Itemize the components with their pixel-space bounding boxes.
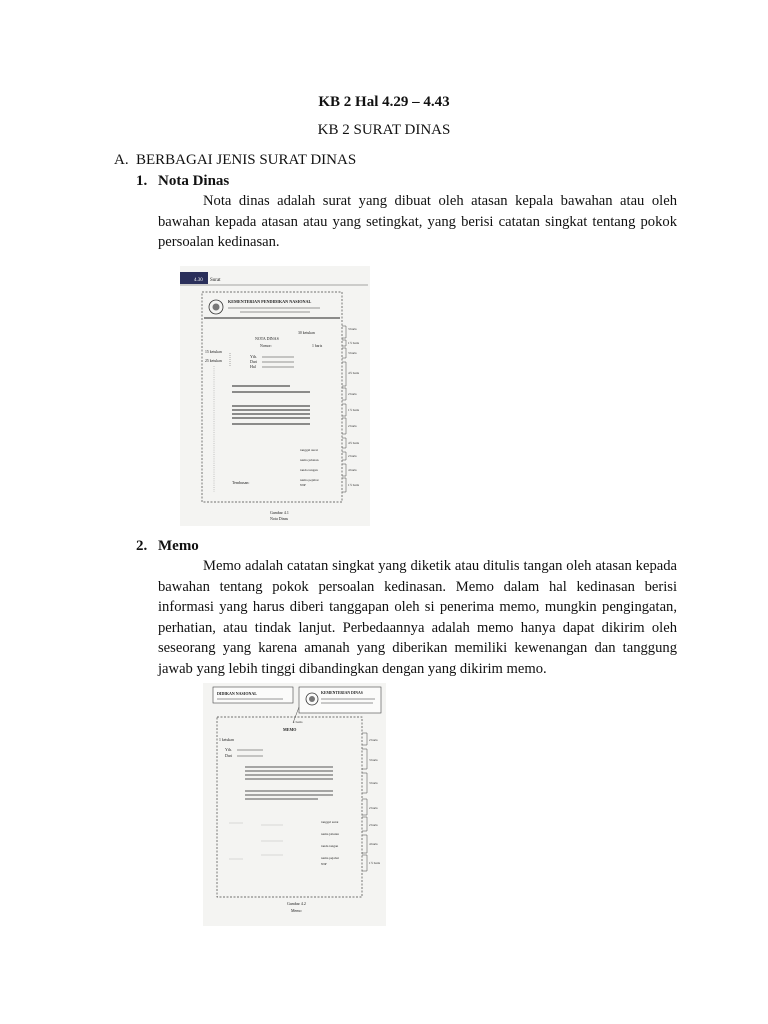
svg-text:tanggal surat: tanggal surat — [321, 820, 339, 824]
nota-dinas-paragraph: Nota dinas adalah surat yang dibuat oleh atasan kepala bawahan atau oleh bawahan kepada atasan atau yang setingkat, yang berisi catatan singkat tentang pokok persoalan kedinasan. — [158, 193, 677, 251]
svg-text:30 ketukan: 30 ketukan — [298, 331, 315, 335]
item-number: 1. — [136, 173, 148, 189]
svg-text:25 ketukan: 25 ketukan — [205, 359, 222, 363]
svg-text:1½ baris: 1½ baris — [369, 861, 380, 865]
svg-text:nama pejabat: nama pejabat — [300, 478, 319, 482]
svg-text:4 baris: 4 baris — [348, 468, 357, 472]
svg-text:4 baris: 4 baris — [369, 842, 378, 846]
figure1-caption-title: Nota Dinas — [270, 516, 289, 521]
figure1-caption-number: Gambar 4.1 — [270, 510, 289, 515]
page-tag-text: 4.30 — [194, 278, 203, 283]
item-title: Memo — [158, 538, 199, 554]
svg-text:Nomor:: Nomor: — [260, 344, 272, 348]
svg-text:NIP: NIP — [300, 483, 306, 487]
section-number: A. — [114, 152, 129, 168]
svg-text:1 baris: 1 baris — [293, 720, 303, 724]
item-heading-memo — [136, 538, 199, 555]
svg-text:1 ketukan: 1 ketukan — [219, 738, 234, 742]
item-number: 2. — [136, 538, 148, 554]
memo-outline — [217, 717, 362, 897]
svg-text:1½ baris: 1½ baris — [348, 408, 359, 412]
svg-text:1½ baris: 1½ baris — [348, 483, 359, 487]
svg-text:tanda tangan: tanda tangan — [321, 844, 339, 848]
svg-text:nama jabatan: nama jabatan — [300, 458, 319, 462]
svg-text:15 ketukan: 15 ketukan — [205, 350, 222, 354]
document-title: KB 2 Hal 4.29 – 4.43 — [318, 94, 450, 110]
header-word: Surat — [210, 278, 221, 283]
svg-text:4½ baris: 4½ baris — [348, 441, 359, 445]
svg-text:2 baris: 2 baris — [348, 454, 357, 458]
svg-text:NIP: NIP — [321, 862, 327, 866]
svg-text:1 baris: 1 baris — [312, 344, 323, 348]
item-heading-nota-dinas — [136, 173, 229, 190]
svg-text:2 baris: 2 baris — [369, 823, 378, 827]
svg-text:2 baris: 2 baris — [369, 738, 378, 742]
section-title: BERBAGAI JENIS SURAT DINAS — [136, 152, 357, 168]
svg-text:3 baris: 3 baris — [369, 781, 378, 785]
institution-name: KEMENTERIAN PENDIDIKAN NASIONAL — [228, 299, 312, 304]
svg-text:2 baris: 2 baris — [369, 806, 378, 810]
nota-dinas-figure — [180, 266, 370, 526]
svg-text:1½ baris: 1½ baris — [348, 341, 359, 345]
svg-text:nama pejabat: nama pejabat — [321, 856, 339, 860]
svg-text:3 baris: 3 baris — [369, 758, 378, 762]
svg-text:KEMENTERIAN DINAS: KEMENTERIAN DINAS — [321, 691, 363, 695]
letter-outline — [202, 292, 342, 502]
svg-text:2 baris: 2 baris — [348, 424, 357, 428]
document-subtitle: KB 2 SURAT DINAS — [317, 122, 451, 138]
item-title: Nota Dinas — [158, 173, 230, 189]
svg-text:4½ baris: 4½ baris — [348, 371, 359, 375]
figure2-caption-title: Memo — [291, 908, 302, 913]
memo-title: MEMO — [283, 727, 297, 732]
figure2-caption-number: Gambar 4.2 — [287, 901, 306, 906]
svg-text:3 baris: 3 baris — [348, 327, 357, 331]
svg-text:nama jabatan: nama jabatan — [321, 832, 339, 836]
svg-text:2 baris: 2 baris — [348, 392, 357, 396]
svg-text:Tembusan:: Tembusan: — [232, 480, 250, 485]
svg-text:Hal: Hal — [250, 364, 256, 369]
memo-paragraph: Memo adalah catatan singkat yang diketik atau ditulis tangan oleh atasan kepada bawahan tentang pokok persoalan kedinasan. Memo dalam hal kedinasan berisi informasi yang harus diberi tanggapan oleh si penerima memo, mungkin pengingatan, perhatian, atau tindak lanjut. Perbedaannya adalah memo hanya dapat dikirim oleh seseorang yang karena amanah yang diberikan memiliki kewenangan dan tanggung jawab yang lebih tinggi dibandingkan dengan yang dikirim memo. — [158, 558, 677, 677]
svg-text:3 baris: 3 baris — [348, 351, 357, 355]
svg-text:Yth.: Yth. — [225, 747, 232, 752]
svg-text:tanggal surat: tanggal surat — [300, 448, 318, 452]
section-heading — [114, 152, 356, 169]
memo-figure — [203, 683, 386, 926]
svg-text:Dari: Dari — [225, 753, 233, 758]
nota-dinas-title: NOTA DINAS — [255, 336, 279, 341]
svg-text:Dari: Dari — [250, 359, 258, 364]
svg-text:Yth.: Yth. — [250, 354, 257, 359]
svg-text:tanda tangan: tanda tangan — [300, 468, 318, 472]
svg-text:DIDIKAN NASIONAL: DIDIKAN NASIONAL — [217, 691, 257, 696]
